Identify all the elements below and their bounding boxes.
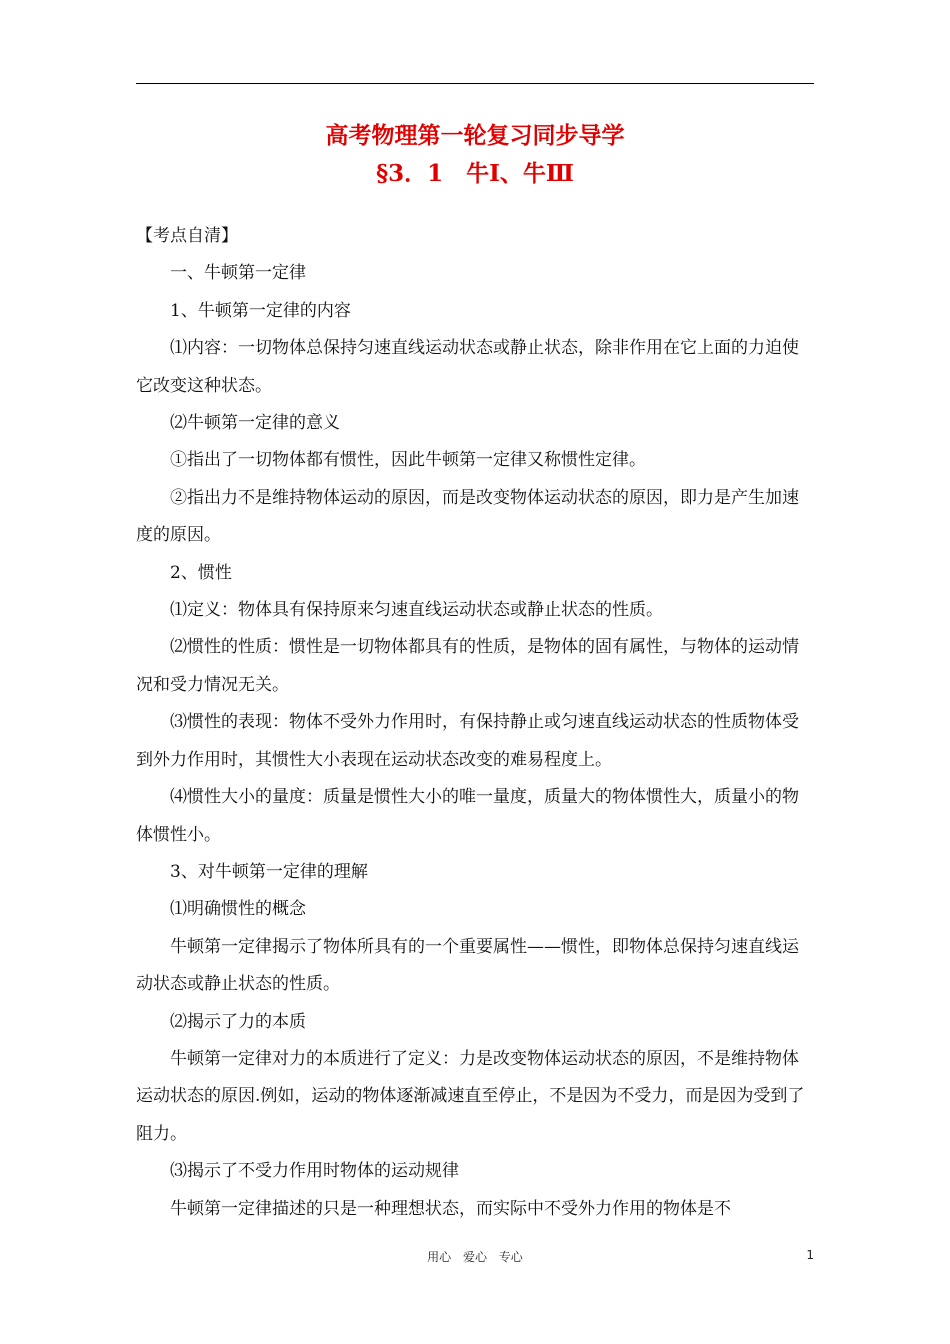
paragraph: 2、惯性	[170, 562, 232, 583]
paragraph: ⑵牛顿第一定律的意义	[170, 413, 340, 434]
page-number: 1	[806, 1248, 814, 1262]
paragraph: ⑴明确惯性的概念	[170, 899, 306, 920]
paragraph: ②指出力不是维持物体运动的原因，而是改变物体运动状态的原因，即力是产生加速度的原因。	[136, 487, 799, 546]
paragraph: 一、牛顿第一定律	[170, 263, 306, 284]
paragraph: ⑷惯性大小的量度：质量是惯性大小的唯一量度，质量大的物体惯性大，质量小的物体惯性小。	[136, 787, 799, 845]
paragraph: ①指出了一切物体都有惯性，因此牛顿第一定律又称惯性定律。	[170, 450, 646, 471]
paragraph: ⑴内容：一切物体总保持匀速直线运动状态或静止状态，除非作用在它上面的力迫使它改变这种状态。	[136, 338, 799, 396]
paragraph: 牛顿第一定律描述的只是一种理想状态，而实际中不受外力作用的物体是不	[170, 1198, 731, 1219]
document-title: 高考物理第一轮复习同步导学	[325, 122, 625, 149]
header-rule	[136, 83, 814, 84]
paragraph: 3、对牛顿第一定律的理解	[170, 861, 368, 882]
paragraph: 1、牛顿第一定律的内容	[170, 300, 351, 321]
paragraph: ⑵惯性的性质：惯性是一切物体都具有的性质，是物体的固有属性，与物体的运动情况和受力情况无关。	[136, 637, 799, 695]
paragraph: ⑶揭示了不受力作用时物体的运动规律	[170, 1161, 459, 1182]
paragraph: ⑵揭示了力的本质	[170, 1011, 306, 1032]
section-title: §3．1 牛Ⅰ、牛Ⅲ	[376, 160, 574, 187]
paragraph: ⑶惯性的表现：物体不受外力作用时，有保持静止或匀速直线运动状态的性质物体受到外力作用时，其惯性大小表现在运动状态改变的难易程度上。	[136, 712, 799, 770]
paragraph: 牛顿第一定律揭示了物体所具有的一个重要属性——惯性，即物体总保持匀速直线运动状态或静止状态的性质。	[136, 936, 799, 995]
paragraph: ⑴定义：物体具有保持原来匀速直线运动状态或静止状态的性质。	[170, 600, 663, 621]
footer-slogan: 用心 爱心 专心	[427, 1250, 523, 1264]
paragraph: 牛顿第一定律对力的本质进行了定义：力是改变物体运动状态的原因，不是维持物体运动状态的原因.例如，运动的物体逐渐减速直至停止，不是因为不受力，而是因为受到了阻力。	[136, 1048, 805, 1144]
document-body	[136, 218, 814, 1228]
section-heading: 【考点自清】	[136, 226, 238, 246]
